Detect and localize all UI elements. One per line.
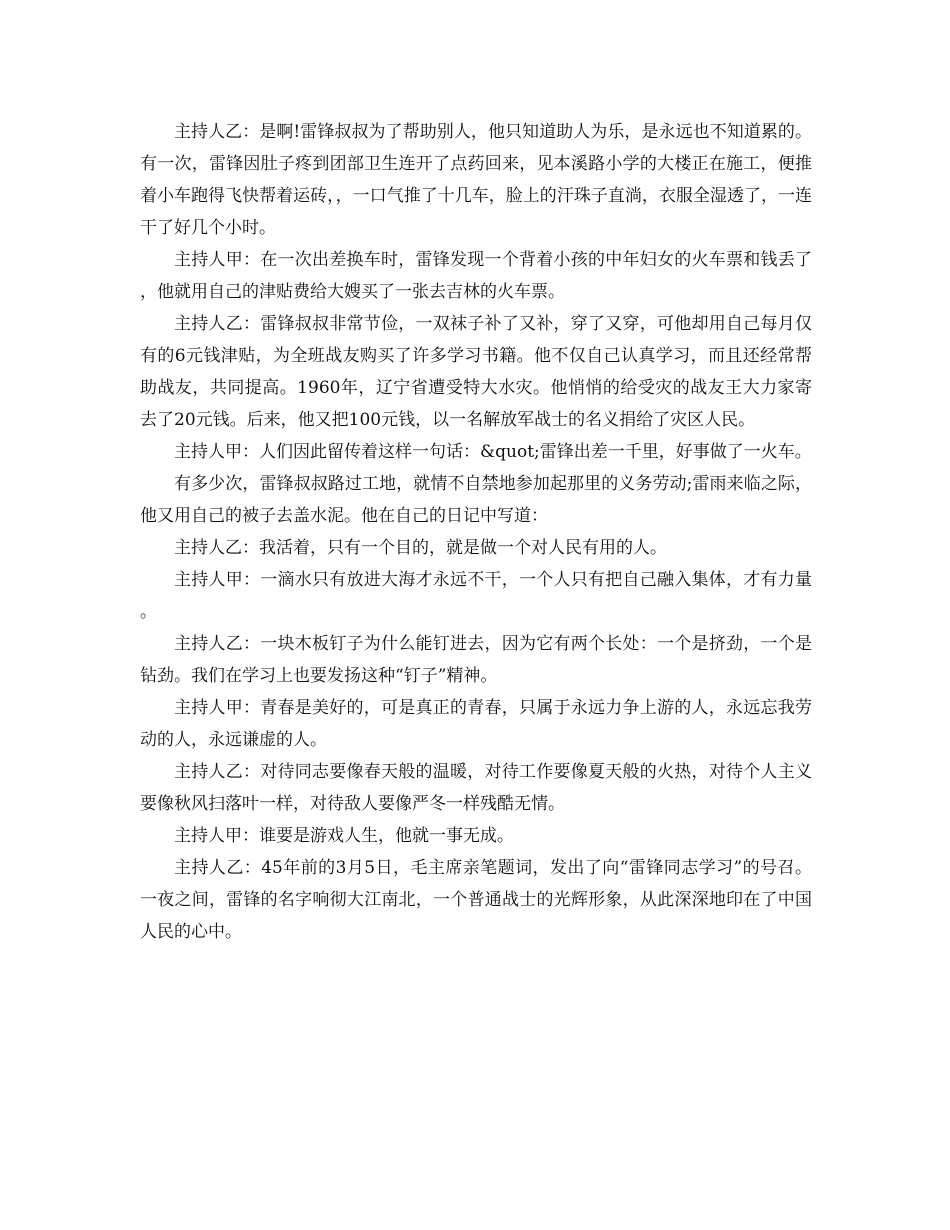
- paragraph-3: 主持人乙：雷锋叔叔非常节俭，一双袜子补了又补，穿了又穿，可他却用自己每月仅有的6元钱津贴，为全班战友购买了许多学习书籍。他不仅自己认真学习，而且还经常帮助战友，共同提高。1960年，辽宁省遭受特大水灾。他悄悄的给受灾的战友王大力家寄去了20元钱。后来，他又把100元钱，以一名解放军战士的名义捐给了灾区人民。: [140, 314, 812, 430]
- paragraph-12: 主持人乙：45年前的3月5日，毛主席亲笔题词，发出了向“雷锋同志学习”的号召。一夜之间，雷锋的名字响彻大江南北，一个普通战士的光辉形象，从此深深地印在了中国人民的心中。: [140, 858, 812, 942]
- paragraph-8: 主持人乙：一块木板钉子为什么能钉进去，因为它有两个长处：一个是挤劲，一个是钻劲。我们在学习上也要发扬这种“钉子”精神。: [140, 634, 812, 686]
- paragraph-6: 主持人乙：我活着，只有一个目的，就是做一个对人民有用的人。: [174, 538, 667, 558]
- paragraph-11: 主持人甲：谁要是游戏人生，他就一事无成。: [174, 826, 514, 846]
- paragraph-2: 主持人甲：在一次出差换车时，雷锋发现一个背着小孩的中年妇女的火车票和钱丢了，他就用自己的津贴费给大嫂买了一张去吉林的火车票。: [140, 250, 812, 302]
- paragraph-1: 主持人乙：是啊!雷锋叔叔为了帮助别人，他只知道助人为乐，是永远也不知道累的。有一次，雷锋因肚子疼到团部卫生连开了点药回来，见本溪路小学的大楼正在施工，便推着小车跑得飞快帮着运砖，，一口气推了十几车，脸上的汗珠子直淌，衣服全湿透了，一连干了好几个小时。: [140, 122, 812, 238]
- paragraph-7: 主持人甲：一滴水只有放进大海才永远不干，一个人只有把自己融入集体，才有力量。: [140, 570, 812, 622]
- document-page: [140, 116, 812, 948]
- paragraph-4: 主持人甲：人们因此留传着这样一句话：&quot;雷锋出差一千里，好事做了一火车。: [174, 442, 812, 462]
- paragraph-10: 主持人乙：对待同志要像春天般的温暖，对待工作要像夏天般的火热，对待个人主义要像秋风扫落叶一样，对待敌人要像严冬一样残酷无情。: [140, 762, 812, 814]
- paragraph-9: 主持人甲：青春是美好的，可是真正的青春，只属于永远力争上游的人，永远忘我劳动的人，永远谦虚的人。: [140, 698, 812, 750]
- paragraph-5: 有多少次，雷锋叔叔路过工地，就情不自禁地参加起那里的义务劳动;雷雨来临之际，他又用自己的被子去盖水泥。他在自己的日记中写道：: [140, 474, 812, 526]
